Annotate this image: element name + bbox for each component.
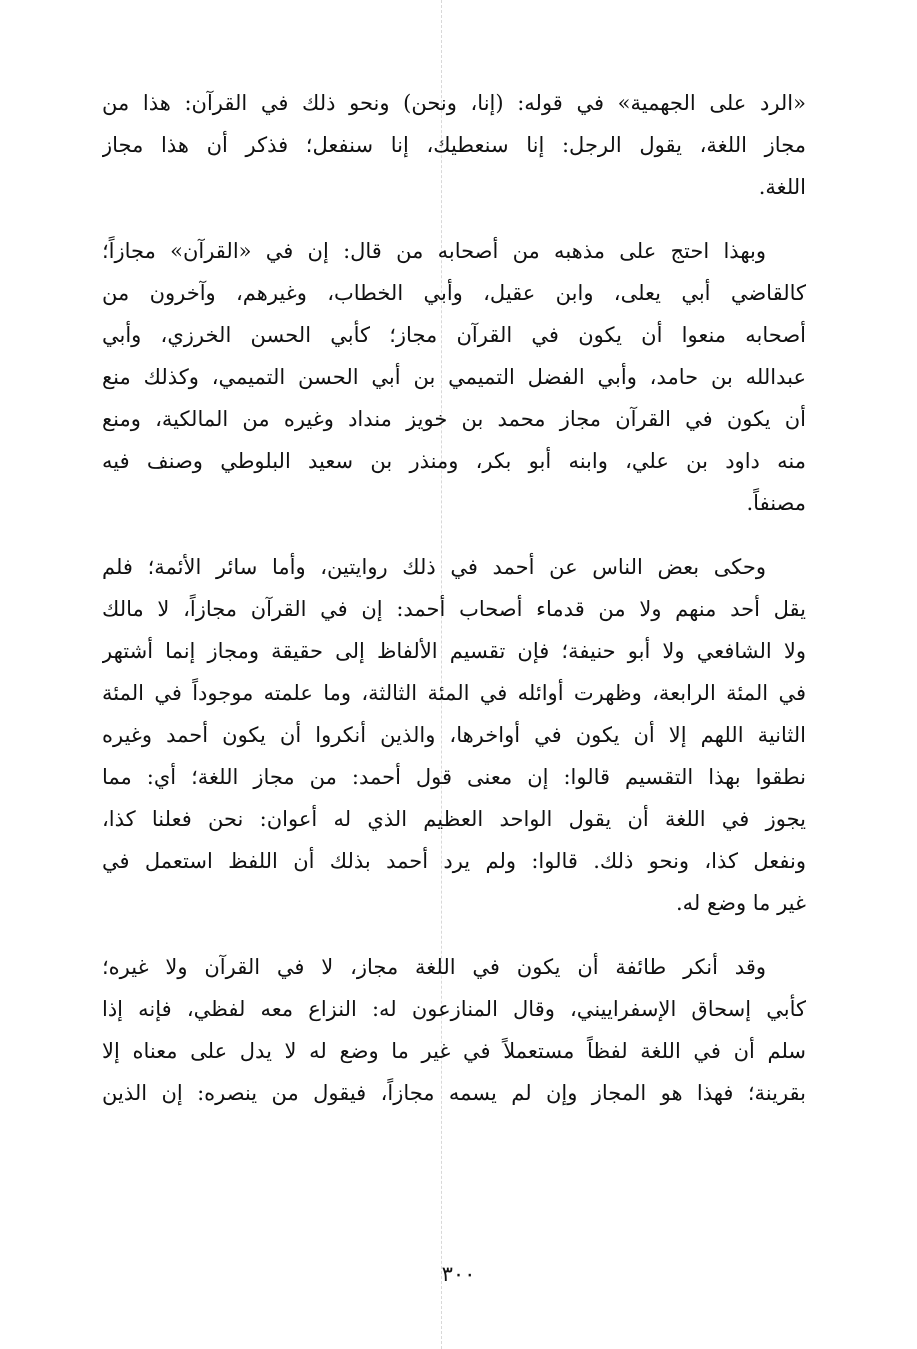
text-line: بقرينة؛ فهذا هو المجاز وإن لم يسمه مجازاً، فيقول من ينصره: إن الذين xyxy=(102,1081,806,1105)
text-line: الثانية اللهم إلا أن يكون في أواخرها، والذين أنكروا أن يكون أحمد وغيره xyxy=(102,723,806,747)
text-line: وقد أنكر طائفة أن يكون في اللغة مجاز، لا في القرآن ولا غيره؛ xyxy=(102,955,766,979)
text-line: ونفعل كذا، ونحو ذلك. قالوا: ولم يرد أحمد بذلك أن اللفظ استعمل في xyxy=(102,849,806,873)
text-line: مصنفاً. xyxy=(746,491,806,515)
text-line: يقل أحد منهم ولا من قدماء أصحاب أحمد: إن في القرآن مجازاً، لا مالك xyxy=(102,597,806,621)
text-line: أصحابه منعوا أن يكون في القرآن مجاز؛ كأبي الحسن الخرزي، وأبي xyxy=(102,323,806,347)
text-line: ولا الشافعي ولا أبو حنيفة؛ فإن تقسيم الألفاظ إلى حقيقة ومجاز إنما أشتهر xyxy=(102,639,806,663)
text-line: كالقاضي أبي يعلى، وابن عقيل، وأبي الخطاب، وغيرهم، وآخرون من xyxy=(102,281,806,305)
text-line: نطقوا بهذا التقسيم قالوا: إن معنى قول أحمد: من مجاز اللغة؛ أي: مما xyxy=(102,765,806,789)
paragraph xyxy=(102,82,806,208)
body-text xyxy=(102,82,806,1136)
text-line: «الرد على الجهمية» في قوله: (إنا، ونحن) ونحو ذلك في القرآن: هذا من xyxy=(102,91,806,115)
page-number: ٣٠٠ xyxy=(441,1262,476,1286)
paragraph xyxy=(102,946,806,1114)
text-line: أن يكون في القرآن مجاز محمد بن خويز منداد وغيره من المالكية، ومنع xyxy=(102,407,806,431)
paragraph xyxy=(102,546,806,924)
text-line: عبدالله بن حامد، وأبي الفضل التميمي بن أبي الحسن التميمي، وكذلك منع xyxy=(102,365,806,389)
text-line: كأبي إسحاق الإسفراييني، وقال المنازعون له: النزاع معه لفظي، فإنه إذا xyxy=(102,997,806,1021)
text-line: غير ما وضع له. xyxy=(675,891,806,915)
text-line: وحكى بعض الناس عن أحمد في ذلك روايتين، وأما سائر الأئمة؛ فلم xyxy=(102,555,766,579)
paragraph xyxy=(102,230,806,524)
text-line: منه داود بن علي، وابنه أبو بكر، ومنذر بن سعيد البلوطي وصنف فيه xyxy=(102,449,806,473)
text-line: مجاز اللغة، يقول الرجل: إنا سنعطيك، إنا سنفعل؛ فذكر أن هذا مجاز xyxy=(102,133,806,157)
text-line: في المئة الرابعة، وظهرت أوائله في المئة الثالثة، وما علمته موجوداً في المئة xyxy=(102,681,806,705)
text-line: اللغة. xyxy=(758,175,806,199)
text-line: يجوز في اللغة أن يقول الواحد العظيم الذي له أعوان: نحن فعلنا كذا، xyxy=(102,807,806,831)
text-line: وبهذا احتج على مذهبه من أصحابه من قال: إن في «القرآن» مجازاً؛ xyxy=(102,239,766,263)
text-line: سلم أن في اللغة لفظاً مستعملاً في غير ما وضع له لا يدل على معناه إلا xyxy=(102,1039,806,1063)
